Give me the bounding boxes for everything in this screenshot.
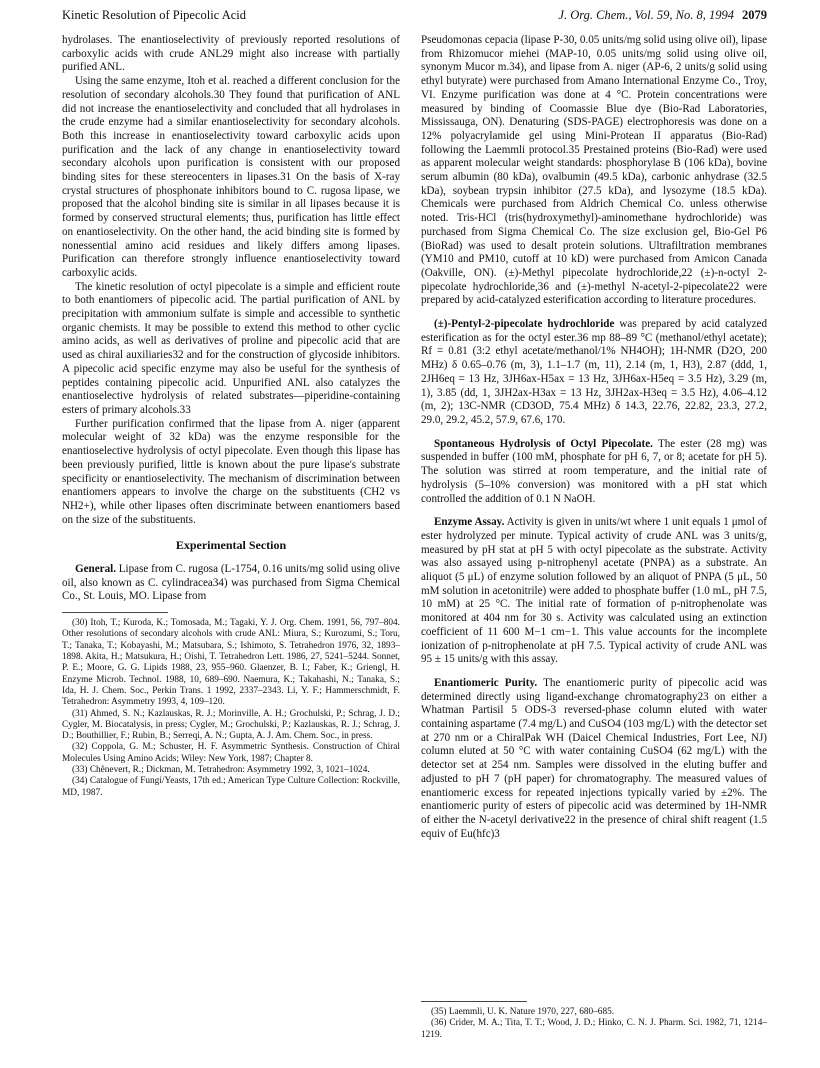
pentyl-paragraph [421, 318, 767, 428]
runin-heading: Spontaneous Hydrolysis of Octyl Pipecolate. [434, 437, 653, 450]
spontaneous-hydrolysis-paragraph [421, 438, 767, 507]
paragraph-text: Activity is given in units/wt where 1 unit equals 1 μmol of ester hydrolyzed per minute. Typical activity of crude ANL was 3 units/g, measured by pH stat at pH 5 with octyl pipecolate as the substrate. Activity was also assayed using p-nitrophenyl acetate (PNPA) as a substrate. An aliquot (5 μL) of enzyme solution followed by an aliquot of PNPA (5 μL, 50 mM solution in acetonitrile) were added to phosphate buffer (1.0 mL, pH 7.5, 10 mM) at 25 °C. The initial rate of formation of p-nitrophenolate was monitored at 404 nm for 30 s. Activity was calculated using an extinction coefficient of 11 600 M−1 cm−1. This value accounts for the incomplete ionization of p-nitrophenolate at pH 7.5. Typical activity of crude ANL was 95 ± 15 units/g with this assay. [421, 516, 767, 666]
footnote-34: (34) Catalogue of Fungi/Yeasts, 17th ed.; American Type Culture Collection: Rockville, MD, 1987. [62, 776, 400, 798]
runin-heading: General. [75, 563, 116, 576]
journal-name: J. Org. Chem., Vol. 59, No. 8, 1994 [558, 8, 734, 22]
left-column [62, 34, 400, 799]
body-paragraph: The kinetic resolution of octyl pipecolate is a simple and efficient route to both enantiomers of pipecolic acid. The partial purification of ANL by precipitation with ammonium sulfate is simple and accessible to synthetic organic chemists. It may be possible to extend this method to other cyclic amino acids, as well as derivatives of proline and pipecolic acid that are used as chiral auxiliaries32 and for the construction of glycoside inhibitors. A pipecolic acid specific enzyme may also be useful for the synthesis of peptides containing pipecolic acid. Unpurified ANL also catalyzes the enantioselective hydrolysis of related substrates—piperidine-containing esters of primary alcohols.33 [62, 280, 400, 416]
materials-paragraph: Pseudomonas cepacia (lipase P-30, 0.05 units/mg solid using olive oil), lipase from Rhizomucor miehei (MAP-10, 0.05 units/mg solid using olive oil, synonym Mucor m.34), and lipase from A. niger (AP-6, 2 units/g solid using ethyl butyrate) were purchased from Amano International Enzyme Co., Troy, VI. Enzyme purification was done at 4 °C. Protein concentrations were measured by binding of Coomassie Blue dye (Bio-Rad Laboratories, Mississauga, ON). Denaturing (SDS-PAGE) electrophoresis was done on a 12% polyacrylamide gel using Mini-Protean II apparatus (Bio-Rad) following the Laemmli protocol.35 Prestained proteins (Bio-Rad) were used as apparent molecular weight standards: phosphorylase B (106 kDa), bovine serum albumin (80 kDa), ovalbumin (49.5 kDa), carbonic anhydrase (32.5 kDa), soybean trypsin inhibitor (27.5 kDa), and lysozyme (18.5 kDa). Chemicals were purchased from Aldrich Chemical Co. unless otherwise noted. Tris-HCl (tris(hydroxymethyl)-aminomethane hydrochloride) was purchased from Sigma Chemical Co. The size exclusion gel, Bio-Gel P6 (BioRad) was used to desalt protein solutions. Ultrafiltration membranes (YM10 and PM10, cutoff at 10 kD) were purchased from Amicon Canada (Oakville, ON). (±)-Methyl pipecolate hydrochloride,22 (±)-n-octyl 2-pipecolate hydrochloride,36 and (±)-methyl N-acetyl-2-pipecolate22 were prepared by acid-catalyzed esterification according to literature procedures. [421, 34, 767, 307]
paragraph-text: The ester (28 mg) was suspended in buffer (100 mM, phosphate for pH 6, 7, or 8; acetate for pH 5). The solution was stirred at room temperature, and the initial rate of hydrolysis (5–10% conversion) was monitored with a pH stat which controlled the addition of 0.1 N NaOH. [421, 437, 768, 505]
running-title: Kinetic Resolution of Pipecolic Acid [62, 8, 246, 22]
paragraph-text: Lipase from C. rugosa (L-1754, 0.16 units/mg solid using olive oil, also known as C. cylindracea34) was purchased from Sigma Chemical Co., St. Louis, MO. Lipase from [62, 563, 400, 603]
footnote-33: (33) Chênevert, R.; Dickman, M. Tetrahedron: Asymmetry 1992, 3, 1021–1024. [72, 764, 370, 775]
footnote-32: (32) Coppola, G. M.; Schuster, H. F. Asymmetric Synthesis. Construction of Chiral Molecules Using Amino Acids; Wiley: New York, 1987; Chapter 8. [62, 742, 400, 764]
enantiomeric-purity-paragraph [421, 677, 767, 841]
enzyme-assay-paragraph [421, 516, 767, 667]
runin-heading: Enzyme Assay. [434, 516, 505, 529]
paragraph-text: The enantiomeric purity of pipecolic acid was determined directly using ligand-exchange chromatography23 on either a Whatman Partisil 5 ODS-3 reversed-phase column eluted with water containing aspartame (7.4 mg/L) and CuSO4 (103 mg/L) with the detector set at 270 nm or a ChiralPak WH (Daicel Chemical Industries, Fort Lee, NJ) column eluted at 50 °C with water containing CuSO4 (62 mg/L) with the detector set at 254 nm. Samples were dissolved in the eluting buffer and adjusted to pH 7 (pH paper) for chromatography. The measured values of enantiomeric excess for repeated injections typically varied by ±2%. The enantiomeric purity of esters of pipecolic acid was determined by 1H-NMR of either the N-acetyl derivative22 in the presence of chiral shift reagent (1.5 equiv of Eu(hfc)3 [421, 676, 767, 840]
footnote-35: (35) Laemmli, U. K. Nature 1970, 227, 680–685. [431, 1007, 615, 1017]
runin-heading: (±)-Pentyl-2-pipecolate hydrochloride [434, 318, 615, 331]
runin-heading: Enantiomeric Purity. [434, 676, 538, 689]
page-number: 2079 [742, 8, 767, 22]
footnote-30: (30) Itoh, T.; Kuroda, K.; Tomosada, M.; Tagaki, Y. J. Org. Chem. 1991, 56, 797–804. Other resolutions of secondary alcohols with crude ANL: Miura, S.; Kurozumi, S.; Toru, T.; Tanaka, T.; Kobayashi, M.; Matsubara, S.; Ishimoto, S. Tetrahedron 1976, 32, 1893–1898. Akita, H.; Matsukura, H.; Oishi, T. Tetrahedron Lett. 1986, 27, 5241–5244. Sonnet, P. E.; Moore, G. G. Lipids 1988, 23, 955–960. Glaenzer, B. I.; Faber, K.; Griengl, H. Enzyme Microb. Technol. 1988, 10, 689–690. Naemura, K.; Takahashi, N.; Tanaka, S.; Ida, H. J. Chem. Soc., Perkin Trans. 1 1992, 2337–2343. Li, Y. F.; Hammerschmidt, F. Tetrahedron: Asymmetry 1993, 4, 109–120. [62, 618, 400, 708]
right-column [421, 34, 767, 841]
general-paragraph [62, 563, 400, 604]
body-paragraph: Further purification confirmed that the lipase from A. niger (apparent molecular weight of 32 kDa) was the enzyme responsible for the enantioselective hydrolysis of octyl pipecolate. Even though this lipase has been previously purified, little is known about the pure lipase's substrate specificity or enantioselectivity. The mechanism of discrimination between enantiomers appears to involve the charge on the substituents (CH2 vs NH2+), while other lipases often discriminate between enantiomers based on the size of the substituents. [62, 417, 400, 526]
body-paragraph: hydrolases. The enantioselectivity of previously reported resolutions of carboxylic acids with crude ANL29 might also increase with partially purified ANL. [62, 34, 400, 74]
footnote-31: (31) Ahmed, S. N.; Kazlauskas, R. J.; Morinville, A. H.; Grochulski, P.; Schrag, J. D.; Cygler, M. Biocatalysis, in press; Cygler, M.; Grochulski, P.; Kazlauskas, R. J.; Schrag, J. D.; Bouthillier, F.; Rubin, B.; Serreqi, A. N.; Gupta, A. J. Am. Chem. Soc., in press. [62, 708, 400, 742]
section-heading: Experimental Section [175, 538, 287, 553]
footnotes-right [421, 993, 767, 1041]
paragraph-text: was prepared by acid catalyzed esterification as for the octyl ester.36 mp 88–89 °C (methanol/ethyl acetate); Rf = 0.81 (3:2 ethyl acetate/methanol/1% NH4OH); 1H-NMR (D2O, 200 MHz) δ 0.65–0.76 (m, 3), 1.1–1.7 (m, 11), 2.14 (m, 1, H3), 2.87 (ddd, 1, 2JH6eq = 13 Hz, 3JH6ax-H5ax = 13 Hz, 3JH6ax-H5eq = 3.5 Hz), 3.29 (m, 1), 3.85 (dd, 1, 3JH2ax-H3ax = 13 Hz, 3JH2ax-H3eq = 3.5 Hz), 4.06–4.12 (m, 2); 13C-NMR (CD3OD, 75.4 MHz) δ 14.3, 22.76, 22.82, 23.3, 27.2, 29.0, 29.2, 45.2, 57.9, 67.6, 170. [421, 318, 767, 426]
footnote-36: (36) Crider, M. A.; Tita, T. T.; Wood, J. D.; Hinko, C. N. J. Pharm. Sci. 1982, 71, 1214–1219. [421, 1018, 767, 1040]
page-header [62, 8, 767, 28]
footnote-rule [62, 612, 168, 613]
footnotes-left [62, 618, 400, 799]
footnote-rule [421, 1001, 527, 1002]
journal-citation [558, 8, 767, 23]
body-paragraph: Using the same enzyme, Itoh et al. reached a different conclusion for the resolution of secondary alcohols.30 They found that purification of ANL did not increase the enantioselectivity and concluded that all hydrolases in the crude enzyme had a similar enantioselectivity for secondary alcohols. Both this increase in enantioselectivity toward carboxylic acids upon purification and the lack of any change in enantioselectivity toward secondary alcohols upon purification is consistent with our proposed binding sites for these stereocenters in lipases.31 On the basis of X-ray crystal structures of phosphonate inhibitors bound to C. rugosa lipase, we proposed that the alcohol binding site is similar in all lipases because it is formed by conserved structural elements; thus, purification has little effect on enantioselectivity. On the other hand, the acid binding site is formed by nonessential amino acid residues and likely differs among lipases. Purification can therefore strongly influence enantioselectivity toward carboxylic acids. [62, 75, 400, 279]
